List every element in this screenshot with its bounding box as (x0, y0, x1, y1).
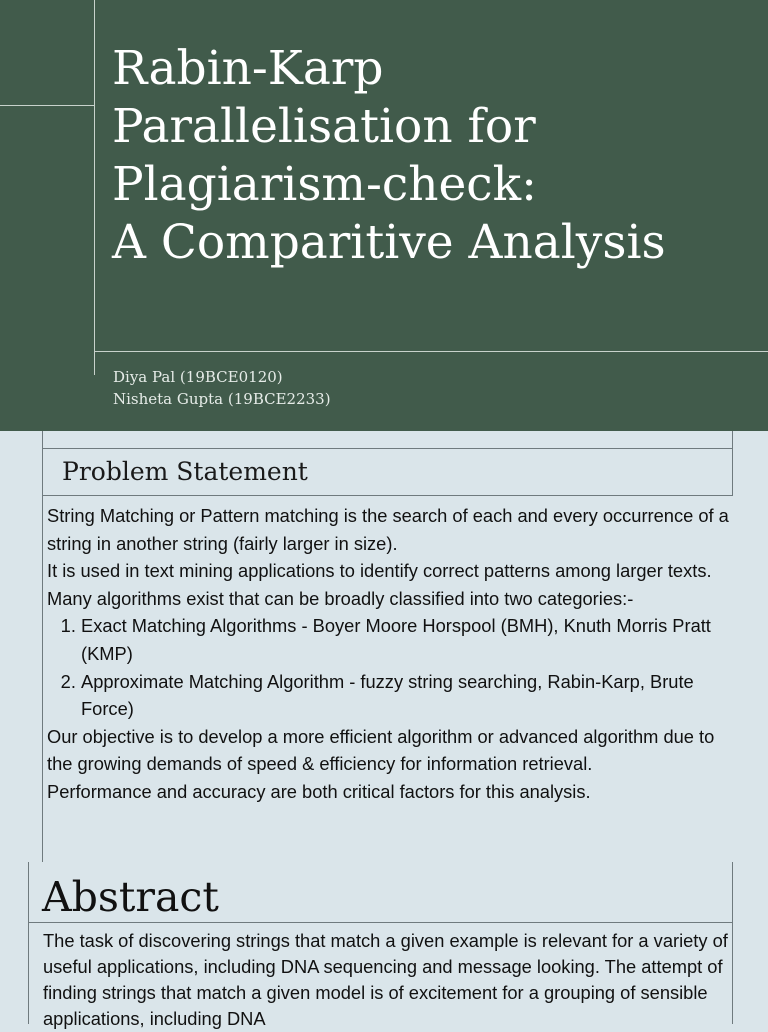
paragraph: It is used in text mining applications to identify correct patterns among larger texts. (47, 560, 712, 582)
author: Nisheta Gupta (19BCE2233) (113, 390, 331, 408)
title-slide (0, 0, 768, 431)
list-item: 1. Exact Matching Algorithms - Boyer Moore Horspool (BMH), Knuth Morris Pratt (KMP) (81, 612, 737, 667)
paragraph: String Matching or Pattern matching is the search of each and every occurrence of a string in another string (fairly larger in size). (47, 505, 729, 554)
slide-title (112, 40, 762, 272)
paragraph: Performance and accuracy are both critical factors for this analysis. (47, 780, 591, 802)
paragraph: Our objective is to develop a more efficient algorithm or advanced algorithm due to the growing demands of speed & efficiency for information retrieval. (47, 725, 715, 775)
slide-title-line: Parallelisation for (112, 99, 536, 154)
author: Diya Pal (19BCE0120) (113, 368, 283, 386)
title-vertical-rule (94, 0, 95, 375)
author-list (113, 366, 331, 410)
title-left-rule (0, 105, 94, 106)
abstract-title: Abstract (42, 873, 219, 921)
problem-statement-body (47, 502, 737, 806)
abstract-left-border (28, 862, 29, 1024)
slide-title-line: Rabin-Karp (112, 41, 384, 96)
problem-statement-title: Problem Statement (62, 457, 308, 486)
abstract-heading-rule (28, 922, 733, 923)
slide-title-line: A Comparitive Analysis (112, 215, 666, 270)
problem-statement-header (42, 449, 733, 496)
problem-right-border (732, 431, 733, 449)
paragraph: Many algorithms exist that can be broadly classified into two categories:- (47, 587, 634, 609)
list-item: 2. Approximate Matching Algorithm - fuzzy string searching, Rabin-Karp, Brute Force) (81, 668, 737, 723)
slide-title-line: Plagiarism-check: (112, 157, 537, 212)
algorithm-category-list (47, 612, 737, 722)
title-bottom-rule (94, 351, 768, 352)
abstract-body: The task of discovering strings that match a given example is relevant for a variety of useful applications, including DNA sequencing and message looking. The attempt of finding strings that match a given model is of excitement for a grouping of sensible applications, including DNA (43, 930, 728, 1029)
